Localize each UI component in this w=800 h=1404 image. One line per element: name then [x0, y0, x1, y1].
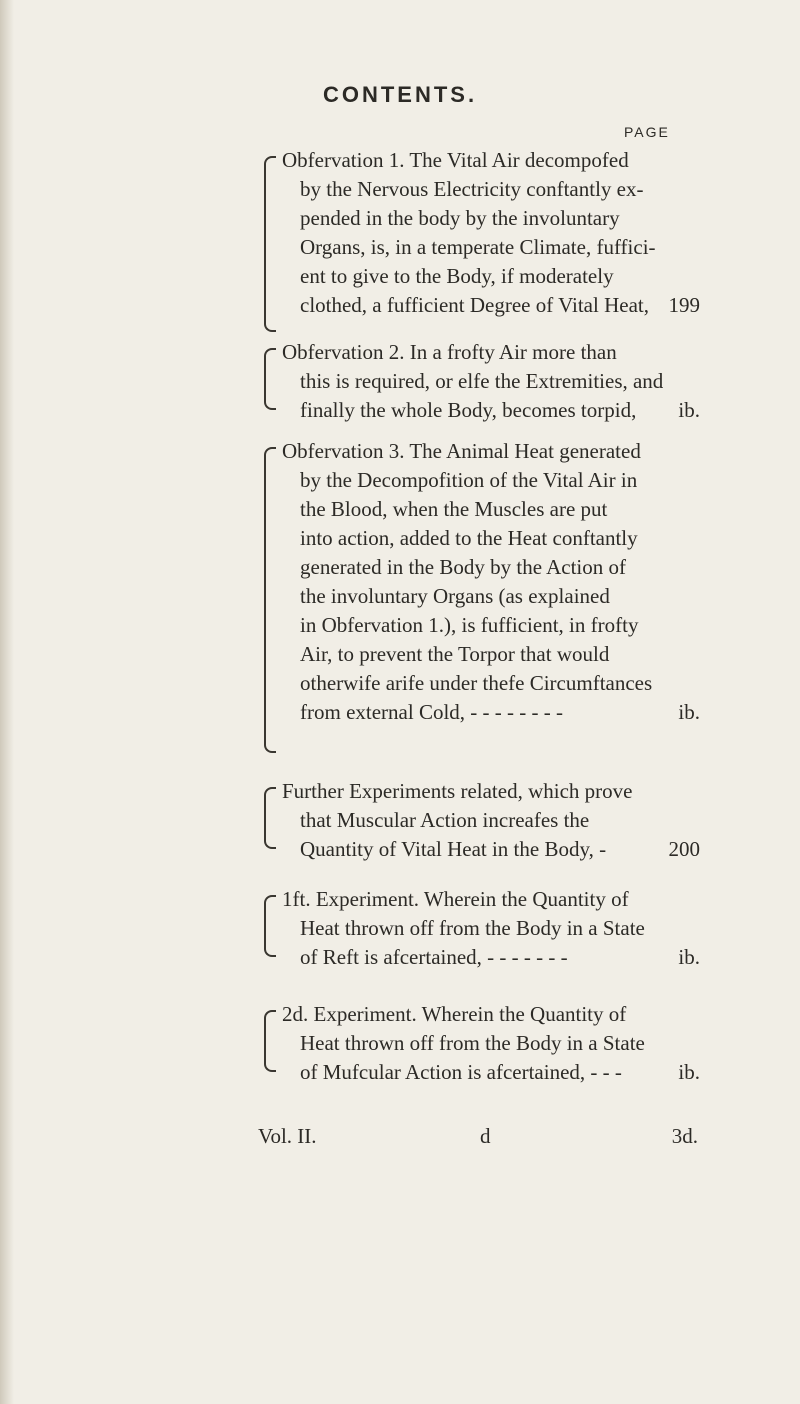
entry-line: Organs, is, in a temperate Climate, fuffici- [300, 235, 656, 259]
page-title: CONTENTS. [322, 82, 478, 107]
brace [264, 156, 276, 332]
entry-line: by the Decompofition of the Vital Air in [300, 468, 638, 492]
entry-line: of Mufcular Action is afcertained, - - - [300, 1060, 622, 1084]
page-number: 199 [668, 293, 700, 317]
page-gutter-shadow [0, 0, 14, 1404]
entry-line: clothed, a fufficient Degree of Vital Heat, [300, 293, 649, 317]
page-number: ib. [678, 945, 700, 969]
brace [264, 787, 276, 849]
entry-line: 1ft. Experiment. Wherein the Quantity of [282, 887, 629, 911]
entry-line: Quantity of Vital Heat in the Body, - [300, 837, 607, 861]
entry-line: 2d. Experiment. Wherein the Quantity of [282, 1002, 627, 1026]
entry-line: in Obfervation 1.), is fufficient, in frofty [300, 613, 639, 637]
entry-line: pended in the body by the involuntary [300, 206, 620, 230]
page-number: ib. [678, 700, 700, 724]
entry-line: into action, added to the Heat conftantly [300, 526, 638, 550]
volume-label: Vol. II. [258, 1124, 317, 1148]
entry-line: Heat thrown off from the Body in a State [300, 916, 645, 940]
entry-line: the involuntary Organs (as explained [300, 584, 610, 608]
entry-line: finally the whole Body, becomes torpid, [300, 398, 637, 422]
entry-line: this is required, or elfe the Extremities, and [300, 369, 664, 393]
page-number: ib. [678, 1060, 700, 1084]
entry-line: by the Nervous Electricity conftantly ex- [300, 177, 644, 201]
brace [264, 348, 276, 410]
entry-line: ent to give to the Body, if moderately [300, 264, 614, 288]
brace [264, 447, 276, 753]
brace [264, 1010, 276, 1072]
entry-line: from external Cold, - - - - - - - - [300, 700, 563, 724]
entry-line: Obfervation 2. In a frofty Air more than [282, 340, 617, 364]
entry-line: Obfervation 1. The Vital Air decompofed [282, 148, 629, 172]
entry-line: Air, to prevent the Torpor that would [300, 642, 610, 666]
brace [264, 895, 276, 957]
page-number: ib. [678, 398, 700, 422]
entry-line: the Blood, when the Muscles are put [300, 497, 608, 521]
catchword: 3d. [671, 1124, 698, 1148]
page-number: 200 [668, 837, 700, 861]
entry-line: generated in the Body by the Action of [300, 555, 627, 579]
entry-line: Heat thrown off from the Body in a State [300, 1031, 645, 1055]
signature-mark: d [480, 1124, 491, 1148]
entry-line: Further Experiments related, which prove [282, 779, 633, 803]
page-column-label: PAGE [624, 124, 670, 140]
entry-line: of Reft is afcertained, - - - - - - - [300, 945, 568, 969]
entry-line: Obfervation 3. The Animal Heat generated [282, 439, 641, 463]
entry-line: that Muscular Action increafes the [300, 808, 590, 832]
entry-line: otherwife arife under thefe Circumftances [300, 671, 653, 695]
